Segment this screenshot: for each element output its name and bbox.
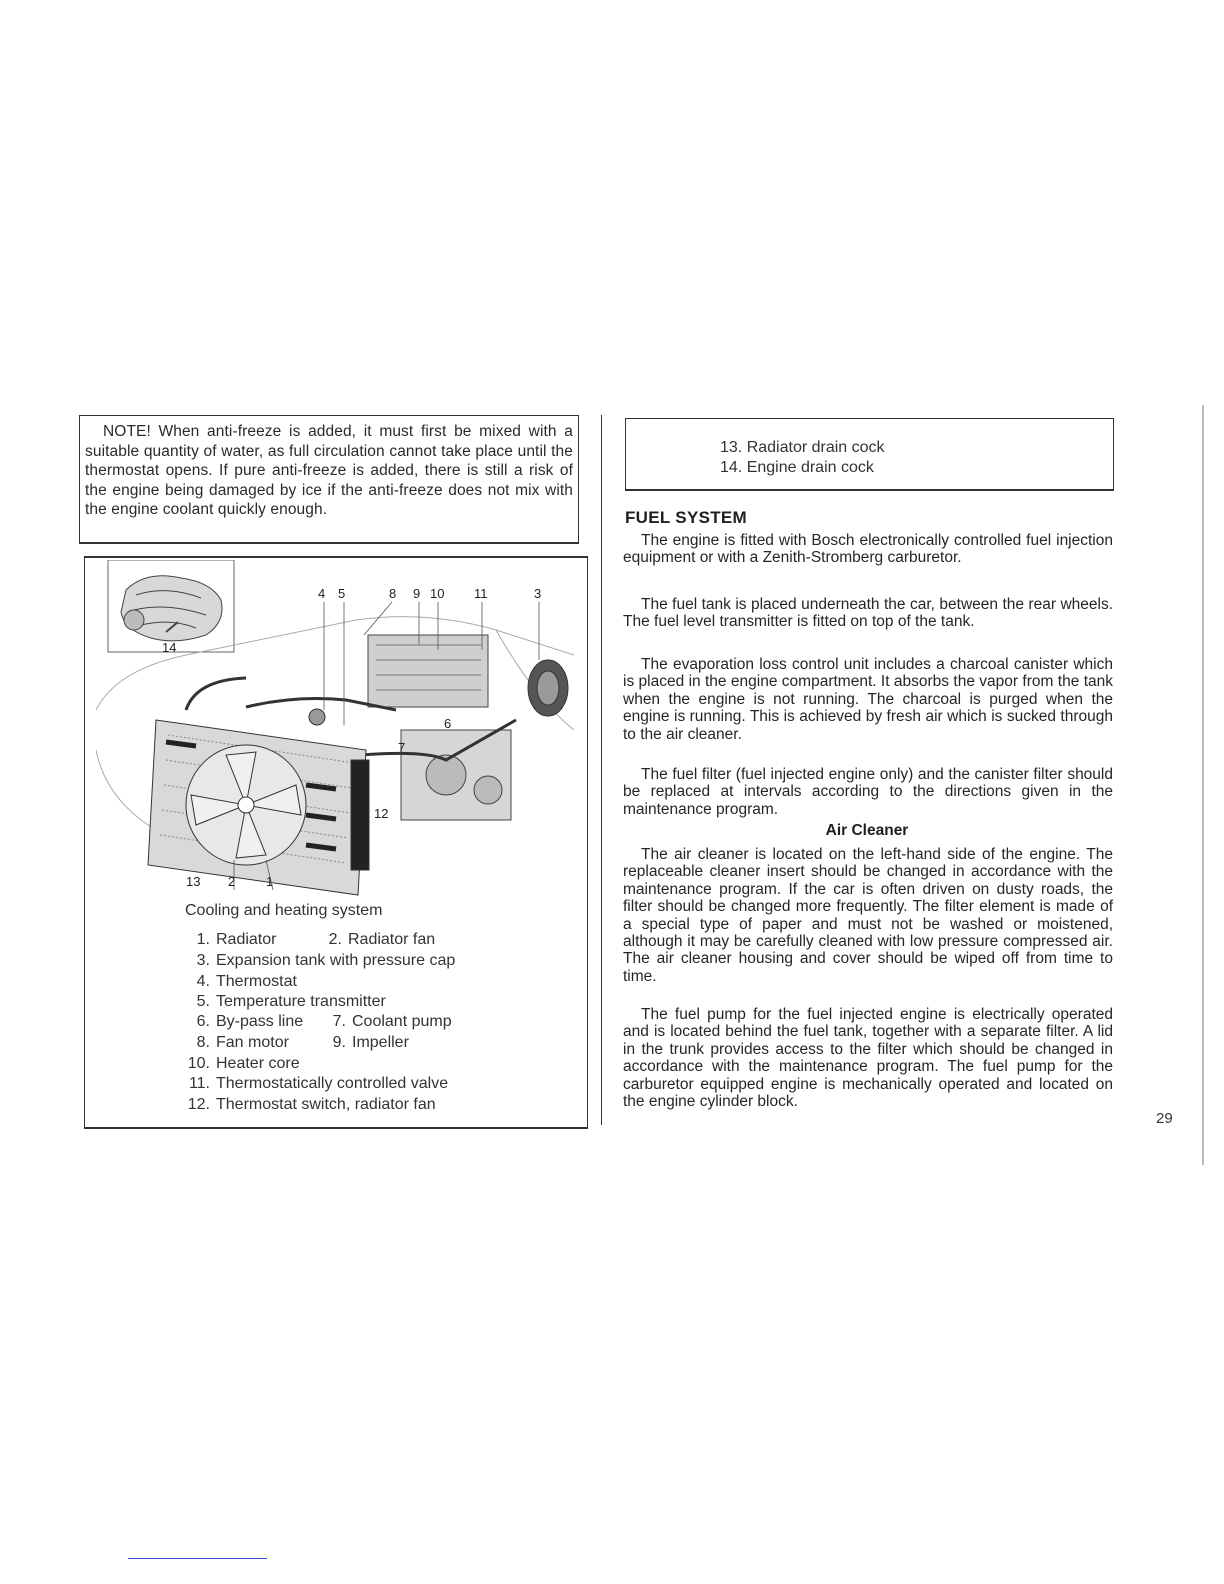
callout-12: 12: [374, 806, 389, 821]
callout-10: 10: [430, 586, 445, 601]
thermostat-housing: [309, 709, 325, 725]
paragraph: The engine is fitted with Bosch electronically controlled fuel injection equipment or with a Zenith-Stromberg carburetor.: [623, 532, 1113, 567]
note-text: NOTE! When anti-freeze is added, it must first be mixed with a suitable quantity of water, as full circulation cannot take place until the thermostat opens. If pure anti-freeze is added, there is still a risk of the engine being damaged by ice if the anti-freeze does not mix with the engine coolant quickly enough.: [85, 423, 573, 518]
air-intake: [528, 660, 568, 716]
callout-11: 11: [474, 586, 488, 601]
section-heading: FUEL SYSTEM: [625, 508, 748, 527]
callout-13: 13: [186, 874, 201, 889]
drain-item: 13. Radiator drain cock: [720, 439, 885, 456]
footnote-rule: [128, 1558, 267, 1559]
legend-item: 5. Temperature transmitter: [196, 993, 386, 1010]
callout-3: 3: [534, 586, 542, 601]
callout-6: 6: [444, 716, 452, 731]
legend-item: 4. Thermostat: [196, 973, 297, 990]
scan-edge-line: [1202, 405, 1204, 1165]
column-divider: [601, 415, 602, 1125]
callout-9: 9: [413, 586, 421, 601]
legend-item: 8. Fan motor 9. Impeller: [196, 1034, 409, 1051]
legend-item: 11. Thermostatically controlled valve: [188, 1075, 449, 1092]
legend-item: 10. Heater core: [187, 1055, 300, 1072]
callout-8: 8: [389, 586, 397, 601]
page-number: 29: [1156, 1110, 1173, 1127]
callout-5: 5: [338, 586, 346, 601]
paragraph: The fuel filter (fuel injected engine only) and the canister filter should be replaced at intervals according to the directions given in the maintenance program.: [623, 766, 1113, 818]
callout-4: 4: [318, 586, 326, 601]
legend-item: 3. Expansion tank with pressure cap: [196, 952, 456, 969]
callout-2: 2: [228, 874, 236, 889]
paragraph: The air cleaner is located on the left-hand side of the engine. The replaceable cleaner insert should be changed in accordance with the maintenance program. If the car is often driven on dusty roads, the filter should be changed more frequently. The filter element is made of a special type of paper and must not be washed or moistened, although it may be carefully cleaned with low pressure compressed air. The air cleaner housing and cover should be wiped off from time to time.: [623, 846, 1113, 985]
legend-item: 6. By-pass line 7. Coolant pump: [196, 1013, 452, 1030]
callout-7: 7: [398, 740, 406, 755]
callout-14: 14: [162, 640, 177, 655]
legend-item: 1. Radiator 2. Radiator fan: [196, 931, 436, 948]
paragraph: The fuel tank is placed underneath the car, between the rear wheels. The fuel level transmitter is fitted on top of the tank.: [623, 596, 1113, 631]
engine-block: [368, 635, 511, 820]
inset-engine-drawing: [108, 560, 234, 652]
paragraph: The fuel pump for the fuel injected engine is electrically operated and is located behind the fuel tank, together with a separate filter. A lid in the trunk provides access to the filter which should be changed in accordance with the maintenance program. The fuel pump for the carburetor equipped engine is mechanically operated and located on the engine cylinder block.: [623, 1006, 1113, 1111]
drain-item: 14. Engine drain cock: [720, 459, 874, 476]
figure-caption: Cooling and heating system: [185, 902, 383, 919]
callout-1: 1: [266, 874, 274, 889]
subsection-heading: Air Cleaner: [825, 822, 909, 839]
cooling-system-illustration: [96, 560, 574, 896]
paragraph: The evaporation loss control unit includes a charcoal canister which is placed in the engine compartment. It absorbs the vapor from the tank when the engine is not running. The charcoal is purged when the engine is running. This is achieved by fresh air which is sucked through to the air cleaner.: [623, 656, 1113, 743]
legend-item: 12. Thermostat switch, radiator fan: [187, 1096, 436, 1113]
radiator-fan: [186, 745, 306, 865]
